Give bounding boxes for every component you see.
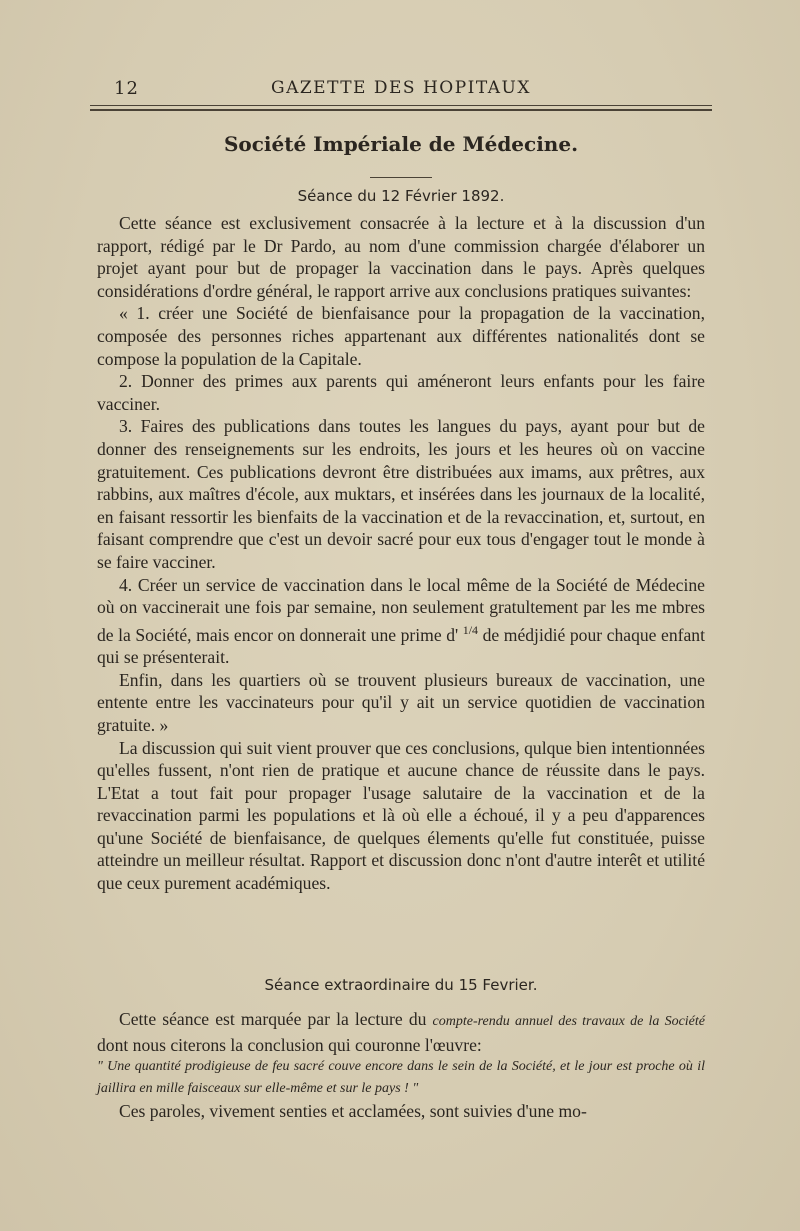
title-rule — [370, 177, 432, 178]
section-heading-1: Séance du 12 Février 1892. — [297, 187, 505, 205]
article-title: Société Impériale de Médecine. — [223, 132, 579, 156]
paragraph: La discussion qui suit vient prouver que ces conclusions, qulque bien intentionnées qu'elles fussent, n'ont rien de pratique et aucune chance de réussite dans le pays. L'Etat a tout fait pour propager l'usage salutaire de la vaccination et de la revaccination parmi les populations et là où elle a échoué, il y a peu d'apparences qu'une Société de bienfaisance, de quelques élements qu'elle fut constituée, puisse atteindre un meilleur résultat. Rapport et discussion donc n'ont d'autre interêt et utilité que ceux purement académiques. — [97, 737, 705, 894]
header-rule — [90, 105, 712, 106]
fraction: 1/4 — [462, 622, 479, 637]
quotation: " Une quantité prodigieuse de feu sacré couve encore dans le sein de la Société, et le jour est proche où il jaillira en mille faisceaux sur elle-même et sur le pays ! " — [97, 1059, 705, 1097]
header-rule-thick — [90, 109, 712, 111]
paragraph: Ces paroles, vivement senties et acclamées, sont suivies d'une mo- — [119, 1101, 587, 1122]
paragraph: 2. Donner des primes aux parents qui améneront leurs enfants pour les faire vacciner. — [97, 371, 705, 414]
italic-title: compte-rendu annuel des travaux de la Société — [432, 1014, 705, 1029]
section-body-1 — [97, 212, 705, 895]
paragraph-text: de médjidié pour chaque enfant qui se présenterait. — [97, 624, 705, 668]
paragraph-text: Cette séance est marquée par la lecture du — [119, 1009, 433, 1029]
paragraph-text: 4. Créer un service de vaccination dans le local même de la Société de Médecine où on vaccinerait une fois par semaine, non seulement gratultement par les me mbres de la Société, mais encor on donnerait une prime d' — [97, 574, 705, 645]
page-number: 12 — [114, 78, 139, 99]
paragraph: Enfin, dans les quartiers où se trouvent plusieurs bureaux de vaccination, une entente entre les vaccinateurs pour qu'il y ait un service quotidien de vaccination gratuite. » — [97, 669, 705, 735]
paragraph — [97, 574, 705, 669]
paragraph: « 1. créer une Société de bienfaisance pour la propagation de la vaccination, composée des personnes riches appartenant aux différentes nationalités dont se compose la population de la Capitale. — [97, 303, 705, 369]
section-heading-2: Séance extraordinaire du 15 Fevrier. — [264, 976, 538, 994]
page-header — [90, 78, 712, 100]
paragraph-text: dont nous citerons la conclusion qui couronne l'œuvre: — [97, 1034, 482, 1055]
running-title: GAZETTE DES HOPITAUX — [270, 78, 531, 98]
paragraph: 3. Faires des publications dans toutes les langues du pays, ayant pour but de donner des renseignements sur les endroits, les jours et les heures où on vaccine gratuitement. Ces publications devront être distribuées aux imams, aux prêtres, aux rabbins, aux maîtres d'école, aux muktars, et insérées dans les journaux de la localité, en faisant ressortir les bienfaits de la vaccination et de la revaccination, et, surtout, en faisant comprendre que c'est un devoir sacré pour eux tous d'engager tout le monde à se faire vacciner. — [97, 416, 705, 572]
paragraph: Cette séance est exclusivement consacrée à la lecture et à la discussion d'un rapport, rédigé par le Dr Pardo, au nom d'une commission chargée d'élaborer un projet ayant pour but de propager la vaccination dans le pays. Après quelques considérations d'ordre général, le rapport arrive aux conclusions pratiques suivantes: — [97, 213, 705, 301]
section-body-2 — [97, 1008, 705, 1123]
paragraph — [97, 1008, 705, 1056]
